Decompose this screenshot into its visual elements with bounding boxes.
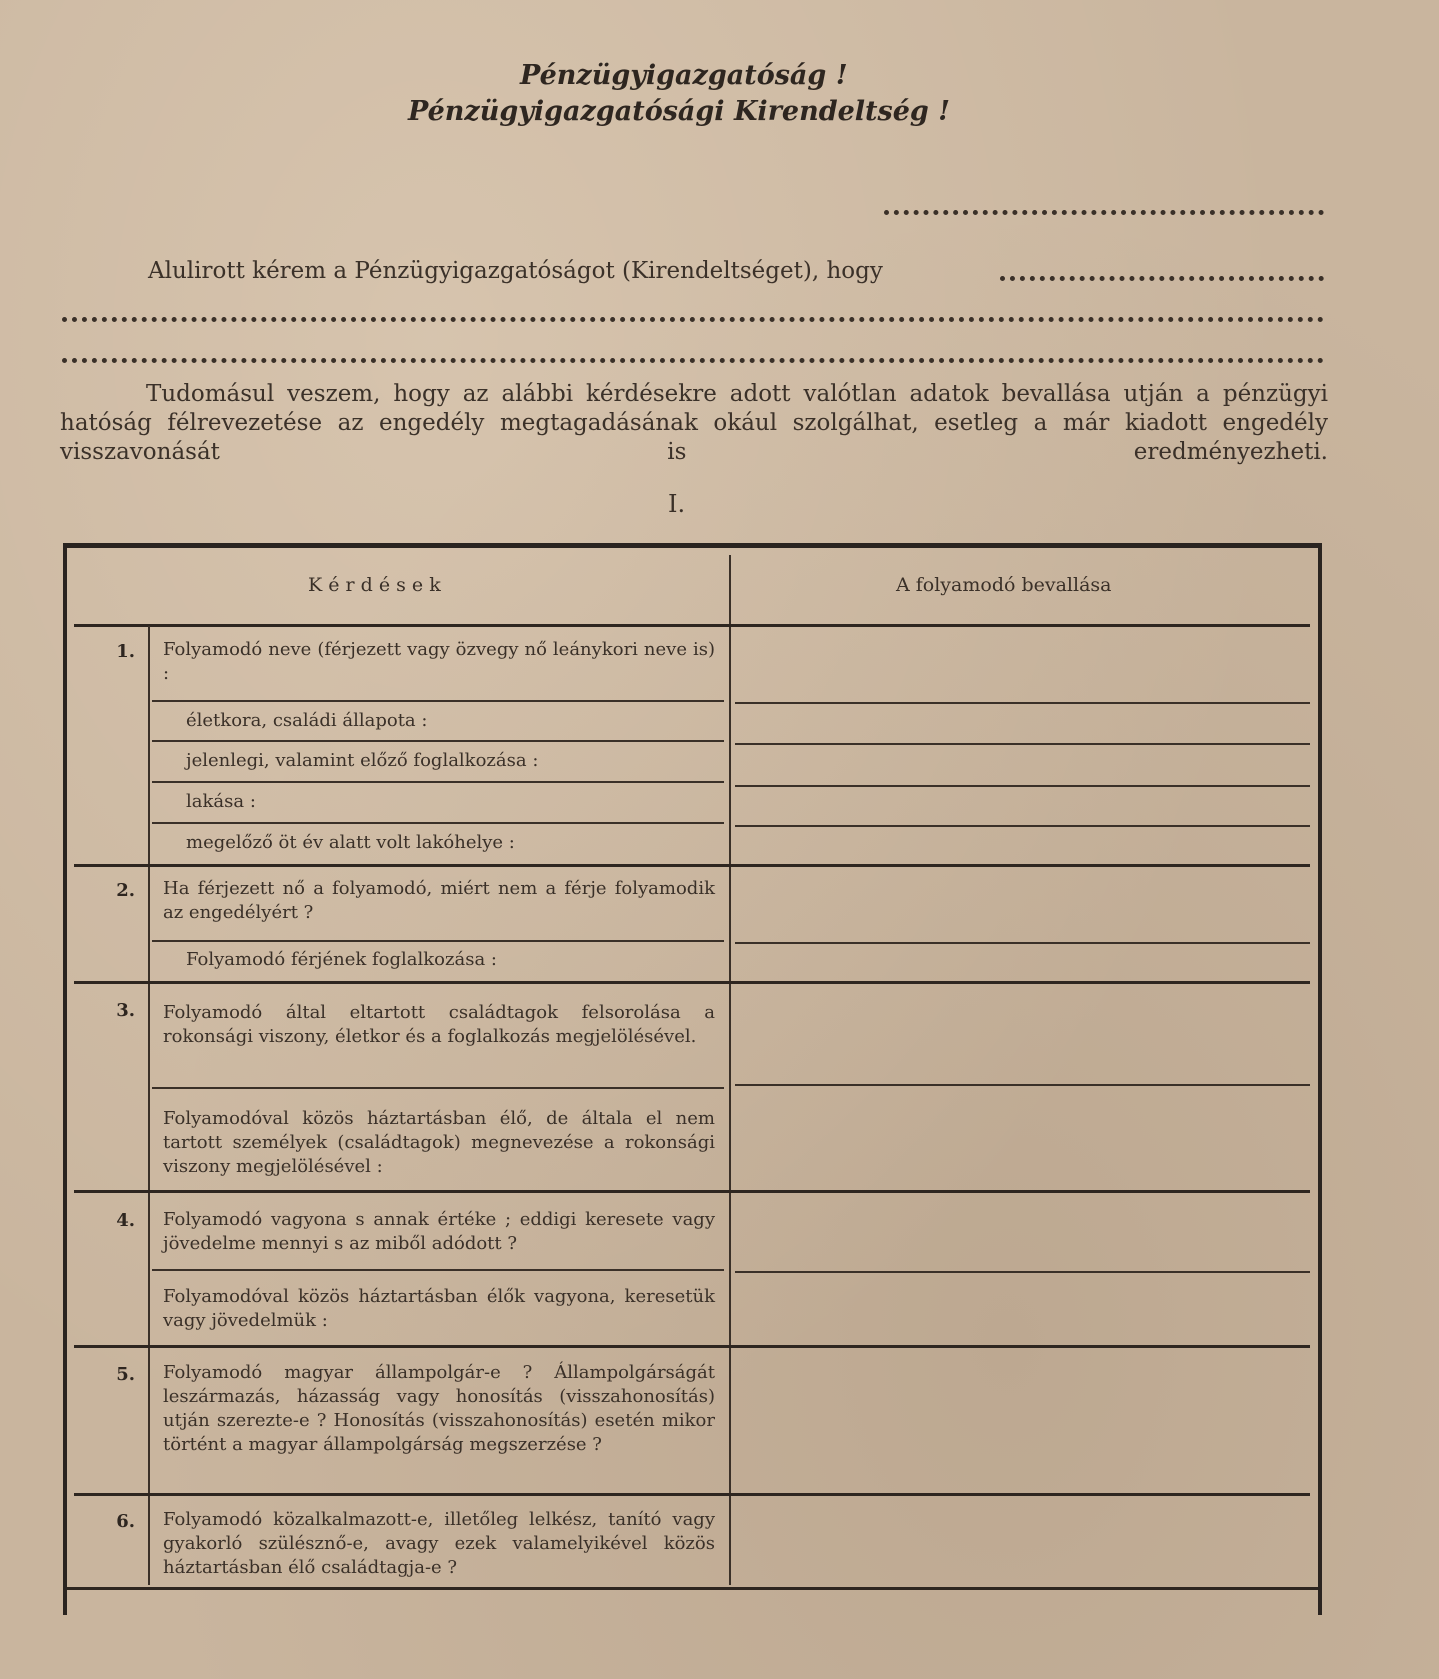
subrow-rule xyxy=(152,1269,724,1271)
fill-in-line xyxy=(884,210,1324,215)
question-text: Ha férjezett nő a folyamodó, miért nem a férje folyamodik az engedélyért ? xyxy=(163,878,715,923)
question-text: megelőző öt év alatt volt lakóhelye : xyxy=(186,832,515,853)
column-header-answers: A folyamodó bevallása xyxy=(896,574,1112,596)
question-number: 5. xyxy=(116,1364,135,1385)
answer-rule xyxy=(735,785,1310,787)
question-text: Folyamodó vagyona s annak értéke ; eddigi keresete vagy jövedelme mennyi s az miből adódott ? xyxy=(163,1209,715,1254)
row-rule xyxy=(74,1345,1310,1348)
question-text: Folyamodó által eltartott családtagok felsorolása a rokonsági viszony, életkor és a foglalkozás megjelölésével. xyxy=(163,1002,715,1047)
row-rule xyxy=(74,981,1310,984)
question-text: Folyamodó közalkalmazott-e, illetőleg lelkész, tanító vagy gyakorló szülésznő-e, avagy ezek valamelyikével közös háztartásban élő családtagja-e ? xyxy=(163,1509,715,1578)
subrow-rule xyxy=(152,1087,724,1089)
question-text: lakása : xyxy=(186,791,256,812)
header-rule xyxy=(74,624,1310,627)
notice-paragraph: Tudomásul veszem, hogy az alábbi kérdésekre adott valótlan adatok bevallása utján a pénzügyi hatóság félrevezetése az engedély megtagadásának okául szolgálhat, esetleg a már kiadott engedély visszavonását is eredményezheti. xyxy=(60,381,1328,465)
number-column-divider xyxy=(148,626,150,1585)
answer-rule xyxy=(735,702,1310,704)
fill-in-line xyxy=(62,358,1324,363)
question-text: Folyamodó magyar állampolgár-e ? Állampolgárságát leszármazás, házasság vagy honosítás (visszahonosítás) utján szerezte-e ? Honosítás (visszahonosítás) esetén mikor történt a magyar állampolgárság megszerzése ? xyxy=(163,1362,715,1455)
question-text: Folyamodóval közös háztartásban élő, de általa el nem tartott személyek (családtagok) megnevezése a rokonsági viszony megjelölésével : xyxy=(163,1108,715,1177)
question-number: 3. xyxy=(116,1000,135,1021)
subrow-rule xyxy=(152,781,724,783)
row-rule xyxy=(74,1493,1310,1496)
answer-rule xyxy=(735,825,1310,827)
row-rule xyxy=(74,864,1310,867)
column-header-questions: K é r d é s e k xyxy=(308,574,441,596)
question-number: 6. xyxy=(116,1511,135,1532)
answer-rule xyxy=(735,1271,1310,1273)
fill-in-line xyxy=(62,317,1324,322)
row-rule xyxy=(74,1190,1310,1193)
request-text: Alulirott kérem a Pénzügyigazgatóságot (Kirendeltséget), hogy xyxy=(148,258,883,284)
answer-rule xyxy=(735,942,1310,944)
section-number: I. xyxy=(668,490,686,518)
fill-in-line xyxy=(1000,276,1324,281)
question-text: jelenlegi, valamint előző foglalkozása : xyxy=(186,750,539,771)
branch-heading: Pénzügyigazgatósági Kirendeltség ! xyxy=(408,96,951,127)
question-text: Folyamodóval közös háztartásban élők vagyona, keresetük vagy jövedelmük : xyxy=(163,1286,715,1331)
subrow-rule xyxy=(152,940,724,942)
answer-rule xyxy=(735,743,1310,745)
question-number: 4. xyxy=(116,1210,135,1231)
table-bottom-rule xyxy=(67,1587,1318,1590)
office-heading: Pénzügyigazgatóság ! xyxy=(520,60,848,91)
subrow-rule xyxy=(152,700,724,702)
subrow-rule xyxy=(152,740,724,742)
answer-rule xyxy=(735,1084,1310,1086)
question-text: Folyamodó neve (férjezett vagy özvegy nő leánykori neve is) : xyxy=(163,639,715,684)
question-number: 1. xyxy=(116,641,135,662)
question-text: életkora, családi állapota : xyxy=(186,710,428,731)
subrow-rule xyxy=(152,822,724,824)
question-text: Folyamodó férjének foglalkozása : xyxy=(186,949,497,970)
question-number: 2. xyxy=(116,880,135,901)
